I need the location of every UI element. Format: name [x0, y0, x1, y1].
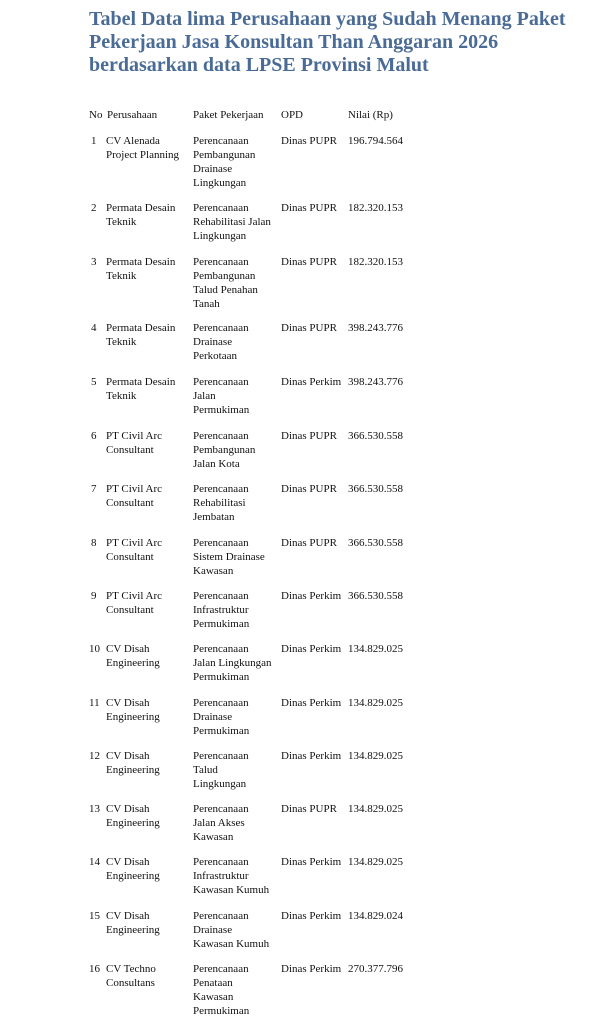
cell-perusahaan-line: CV Alenada: [106, 135, 160, 147]
cell-perusahaan: [106, 802, 194, 830]
cell-perusahaan-line: Permata Desain: [106, 322, 176, 334]
cell-no: 15: [89, 910, 100, 922]
cell-perusahaan: [106, 134, 194, 162]
cell-opd: Dinas PUPR: [281, 430, 337, 442]
header-no: No: [89, 109, 103, 121]
cell-paket-pekerjaan-line: Kawasan: [193, 831, 234, 843]
cell-paket-pekerjaan-line: Permukiman: [193, 1005, 250, 1017]
header-opd: OPD: [281, 109, 304, 121]
cell-perusahaan: [106, 536, 194, 564]
cell-paket-pekerjaan-line: Perencanaan: [193, 322, 249, 334]
cell-no: 4: [91, 322, 97, 334]
cell-perusahaan-line: Engineering: [106, 870, 160, 882]
cell-no: 6: [91, 430, 97, 442]
cell-opd: Dinas Perkim: [281, 376, 342, 388]
cell-paket-pekerjaan: [193, 201, 281, 243]
cell-opd: Dinas PUPR: [281, 803, 337, 815]
cell-paket-pekerjaan-line: Kawasan: [193, 991, 234, 1003]
cell-perusahaan-line: Consultant: [106, 444, 154, 456]
cell-opd: Dinas PUPR: [281, 256, 337, 268]
cell-perusahaan-line: Permata Desain: [106, 256, 176, 268]
cell-nilai: 134.829.025: [348, 697, 403, 709]
cell-paket-pekerjaan: [193, 536, 281, 578]
cell-paket-pekerjaan-line: Talud Penahan: [193, 284, 258, 296]
cell-paket-pekerjaan-line: Perencanaan: [193, 803, 249, 815]
cell-perusahaan: [106, 855, 194, 883]
cell-perusahaan: [106, 482, 194, 510]
header-perusahaan: Perusahaan: [107, 109, 158, 121]
cell-paket-pekerjaan-line: Perencanaan: [193, 963, 249, 975]
cell-opd: Dinas Perkim: [281, 750, 342, 762]
cell-perusahaan: [106, 589, 194, 617]
cell-no: 9: [91, 590, 97, 602]
cell-opd: Dinas Perkim: [281, 697, 342, 709]
cell-paket-pekerjaan: [193, 962, 281, 1018]
cell-paket-pekerjaan-line: Perencanaan: [193, 135, 249, 147]
cell-nilai: 398.243.776: [348, 322, 403, 334]
cell-nilai: 270.377.796: [348, 963, 403, 975]
cell-perusahaan: [106, 375, 194, 403]
cell-paket-pekerjaan: [193, 749, 281, 791]
cell-no: 10: [89, 643, 100, 655]
header-paket-pekerjaan: Paket Pekerjaan: [193, 109, 264, 121]
cell-perusahaan: [106, 201, 194, 229]
cell-paket-pekerjaan-line: Drainase: [193, 163, 233, 175]
cell-paket-pekerjaan-line: Lingkungan: [193, 778, 247, 790]
cell-perusahaan: [106, 962, 194, 990]
cell-perusahaan-line: PT Civil Arc: [106, 483, 163, 495]
cell-perusahaan-line: Engineering: [106, 924, 160, 936]
cell-paket-pekerjaan-line: Jalan Akses: [193, 817, 245, 829]
cell-paket-pekerjaan-line: Rehabilitasi Jalan: [193, 216, 271, 228]
cell-perusahaan-line: Teknik: [106, 270, 137, 282]
cell-nilai: 134.829.025: [348, 856, 403, 868]
cell-paket-pekerjaan-line: Perkotaan: [193, 350, 237, 362]
cell-paket-pekerjaan-line: Kawasan Kumuh: [193, 884, 270, 896]
cell-no: 2: [91, 202, 97, 214]
cell-paket-pekerjaan-line: Perencanaan: [193, 910, 249, 922]
cell-paket-pekerjaan-line: Perencanaan: [193, 537, 249, 549]
cell-no: 1: [91, 135, 97, 147]
cell-paket-pekerjaan-line: Jembatan: [193, 511, 235, 523]
cell-opd: Dinas Perkim: [281, 963, 342, 975]
cell-paket-pekerjaan: [193, 482, 281, 524]
cell-perusahaan-line: Consultant: [106, 551, 154, 563]
cell-paket-pekerjaan-line: Perencanaan: [193, 643, 249, 655]
cell-paket-pekerjaan-line: Pembangunan: [193, 444, 256, 456]
cell-paket-pekerjaan-line: Kawasan: [193, 565, 234, 577]
cell-opd: Dinas PUPR: [281, 483, 337, 495]
cell-paket-pekerjaan: [193, 802, 281, 844]
cell-paket-pekerjaan-line: Sistem Drainase: [193, 551, 265, 563]
cell-perusahaan: [106, 642, 194, 670]
cell-opd: Dinas Perkim: [281, 856, 342, 868]
cell-no: 12: [89, 750, 100, 762]
cell-paket-pekerjaan-line: Tanah: [193, 298, 220, 310]
cell-paket-pekerjaan-line: Infrastruktur: [193, 870, 249, 882]
cell-perusahaan-line: CV Disah: [106, 643, 150, 655]
cell-perusahaan-line: Teknik: [106, 336, 137, 348]
cell-no: 11: [89, 697, 100, 709]
cell-no: 13: [89, 803, 100, 815]
cell-perusahaan-line: Engineering: [106, 711, 160, 723]
header-nilai: Nilai (Rp): [348, 109, 393, 121]
cell-perusahaan: [106, 429, 194, 457]
cell-paket-pekerjaan-line: Lingkungan: [193, 230, 247, 242]
cell-paket-pekerjaan-line: Perencanaan: [193, 430, 249, 442]
cell-perusahaan: [106, 749, 194, 777]
cell-nilai: 182.320.153: [348, 256, 403, 268]
cell-paket-pekerjaan: [193, 429, 281, 471]
cell-paket-pekerjaan-line: Lingkungan: [193, 177, 247, 189]
cell-perusahaan-line: Consultans: [106, 977, 155, 989]
cell-opd: Dinas PUPR: [281, 202, 337, 214]
cell-opd: Dinas Perkim: [281, 910, 342, 922]
cell-perusahaan-line: CV Disah: [106, 910, 150, 922]
cell-perusahaan-line: Permata Desain: [106, 376, 176, 388]
cell-paket-pekerjaan-line: Perencanaan: [193, 256, 249, 268]
cell-perusahaan: [106, 321, 194, 349]
cell-paket-pekerjaan-line: Jalan Kota: [193, 458, 240, 470]
cell-paket-pekerjaan-line: Pembangunan: [193, 270, 256, 282]
cell-perusahaan-line: Consultant: [106, 604, 154, 616]
cell-perusahaan: [106, 909, 194, 937]
cell-perusahaan: [106, 255, 194, 283]
cell-paket-pekerjaan-line: Talud: [193, 764, 218, 776]
cell-perusahaan-line: Engineering: [106, 657, 160, 669]
cell-opd: Dinas PUPR: [281, 537, 337, 549]
cell-nilai: 134.829.025: [348, 643, 403, 655]
cell-no: 8: [91, 537, 97, 549]
cell-nilai: 398.243.776: [348, 376, 403, 388]
cell-nilai: 366.530.558: [348, 430, 403, 442]
cell-perusahaan-line: CV Disah: [106, 803, 150, 815]
cell-opd: Dinas PUPR: [281, 322, 337, 334]
cell-nilai: 196.794.564: [348, 135, 403, 147]
cell-perusahaan-line: Teknik: [106, 390, 137, 402]
cell-opd: Dinas PUPR: [281, 135, 337, 147]
cell-paket-pekerjaan-line: Drainase: [193, 924, 233, 936]
cell-nilai: 182.320.153: [348, 202, 403, 214]
cell-nilai: 366.530.558: [348, 537, 403, 549]
cell-paket-pekerjaan-line: Perencanaan: [193, 202, 249, 214]
cell-opd: Dinas Perkim: [281, 590, 342, 602]
cell-perusahaan-line: CV Disah: [106, 856, 150, 868]
cell-paket-pekerjaan: [193, 909, 281, 951]
cell-perusahaan-line: Engineering: [106, 764, 160, 776]
cell-perusahaan-line: Permata Desain: [106, 202, 176, 214]
cell-paket-pekerjaan: [193, 134, 281, 190]
cell-paket-pekerjaan-line: Permukiman: [193, 404, 250, 416]
cell-paket-pekerjaan-line: Permukiman: [193, 618, 250, 630]
cell-paket-pekerjaan-line: Permukiman: [193, 671, 250, 683]
cell-paket-pekerjaan: [193, 375, 281, 417]
cell-paket-pekerjaan-line: Perencanaan: [193, 856, 249, 868]
cell-paket-pekerjaan-line: Pembangunan: [193, 149, 256, 161]
cell-paket-pekerjaan: [193, 642, 281, 684]
cell-paket-pekerjaan-line: Kawasan Kumuh: [193, 938, 270, 950]
cell-perusahaan-line: PT Civil Arc: [106, 590, 163, 602]
cell-nilai: 134.829.025: [348, 803, 403, 815]
cell-nilai: 134.829.024: [348, 910, 403, 922]
cell-paket-pekerjaan-line: Penataan: [193, 977, 233, 989]
cell-paket-pekerjaan-line: Infrastruktur: [193, 604, 249, 616]
cell-paket-pekerjaan-line: Drainase: [193, 711, 233, 723]
cell-no: 7: [91, 483, 97, 495]
cell-paket-pekerjaan-line: Perencanaan: [193, 483, 249, 495]
cell-perusahaan-line: CV Disah: [106, 750, 150, 762]
cell-perusahaan-line: Teknik: [106, 216, 137, 228]
cell-perusahaan-line: PT Civil Arc: [106, 537, 163, 549]
cell-nilai: 134.829.025: [348, 750, 403, 762]
cell-paket-pekerjaan-line: Perencanaan: [193, 697, 249, 709]
cell-paket-pekerjaan: [193, 855, 281, 897]
cell-paket-pekerjaan-line: Perencanaan: [193, 376, 249, 388]
cell-no: 3: [91, 256, 97, 268]
cell-paket-pekerjaan-line: Jalan: [193, 390, 216, 402]
cell-paket-pekerjaan-line: Permukiman: [193, 725, 250, 737]
cell-perusahaan-line: PT Civil Arc: [106, 430, 163, 442]
cell-paket-pekerjaan-line: Perencanaan: [193, 590, 249, 602]
cell-perusahaan-line: Consultant: [106, 497, 154, 509]
cell-perusahaan: [106, 696, 194, 724]
cell-nilai: 366.530.558: [348, 590, 403, 602]
cell-paket-pekerjaan: [193, 255, 281, 311]
cell-perusahaan-line: CV Disah: [106, 697, 150, 709]
cell-paket-pekerjaan-line: Jalan Lingkungan: [193, 657, 272, 669]
cell-paket-pekerjaan: [193, 696, 281, 738]
cell-paket-pekerjaan-line: Drainase: [193, 336, 233, 348]
cell-paket-pekerjaan: [193, 321, 281, 363]
cell-perusahaan-line: CV Techno: [106, 963, 156, 975]
cell-perusahaan-line: Engineering: [106, 817, 160, 829]
cell-no: 5: [91, 376, 97, 388]
cell-perusahaan-line: Project Planning: [106, 149, 180, 161]
cell-opd: Dinas Perkim: [281, 643, 342, 655]
cell-paket-pekerjaan-line: Rehabilitasi: [193, 497, 246, 509]
cell-paket-pekerjaan-line: Perencanaan: [193, 750, 249, 762]
cell-nilai: 366.530.558: [348, 483, 403, 495]
cell-no: 16: [89, 963, 100, 975]
page-title: Tabel Data lima Perusahaan yang Sudah Menang Paket Pekerjaan Jasa Konsultan Than Anggaran 2026 berdasarkan data LPSE Provinsi Malut: [89, 8, 566, 76]
cell-no: 14: [89, 856, 100, 868]
cell-paket-pekerjaan: [193, 589, 281, 631]
